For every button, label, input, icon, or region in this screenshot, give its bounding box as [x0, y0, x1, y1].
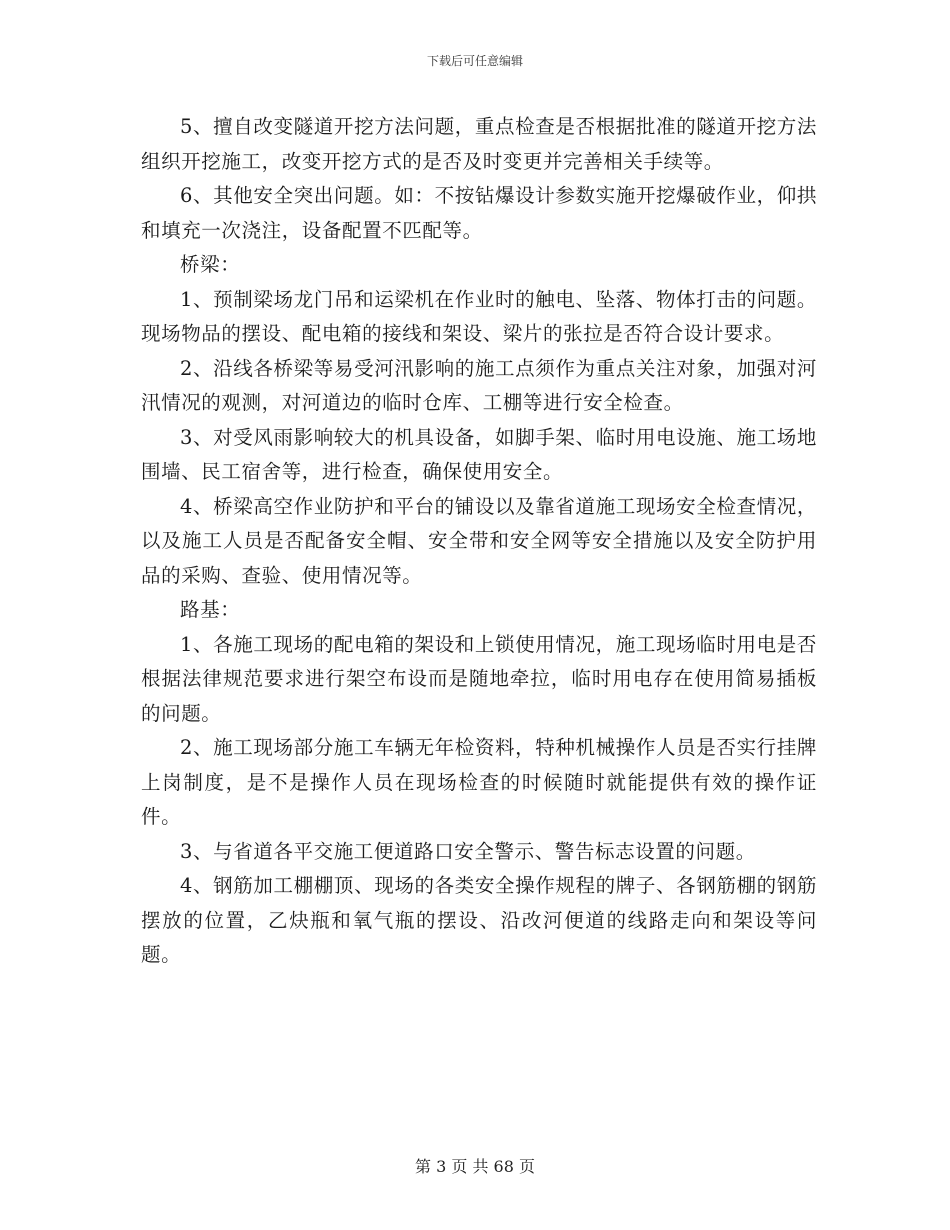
paragraph-roadbed-item-3: 3、与省道各平交施工便道路口安全警示、警告标志设置的问题。 — [180, 839, 756, 863]
document-body — [141, 110, 817, 973]
paragraph-tunnel-item-5: 5、擅自改变隧道开挖方法问题，重点检查是否根据批准的隧道开挖方法组织开挖施工，改变开挖方式的是否及时变更并完善相关手续等。 — [141, 115, 817, 173]
paragraph-roadbed-item-1: 1、各施工现场的配电箱的架设和上锁使用情况，施工现场临时用电是否根据法律规范要求进行架空布设而是随地牵拉，临时用电存在使用简易插板的问题。 — [141, 632, 817, 725]
page-header: 下载后可任意编辑 — [426, 54, 523, 68]
paragraph-roadbed-item-4: 4、钢筋加工棚棚顶、现场的各类安全操作规程的牌子、各钢筋棚的钢筋摆放的位置，乙炔瓶和氧气瓶的摆设、沿改河便道的线路走向和架设等问题。 — [141, 874, 817, 966]
section-heading-bridge: 桥梁： — [180, 253, 241, 276]
paragraph-bridge-item-3: 3、对受风雨影响较大的机具设备，如脚手架、临时用电设施、施工场地围墙、民工宿舍等，进行检查，确保使用安全。 — [141, 425, 817, 483]
paragraph-bridge-item-4: 4、桥梁高空作业防护和平台的铺设以及靠省道施工现场安全检查情况，以及施工人员是否配备安全帽、安全带和安全网等安全措施以及安全防护用品的采购、查验、使用情况等。 — [141, 494, 817, 587]
paragraph-bridge-item-1: 1、预制梁场龙门吊和运梁机在作业时的触电、坠落、物体打击的问题。现场物品的摆设、配电箱的接线和架设、梁片的张拉是否符合设计要求。 — [141, 287, 817, 345]
paragraph-bridge-item-2: 2、沿线各桥梁等易受河汛影响的施工点须作为重点关注对象，加强对河汛情况的观测，对河道边的临时仓库、工棚等进行安全检查。 — [141, 356, 817, 414]
page-footer: 第 3 页 共 68 页 — [415, 1157, 535, 1176]
paragraph-roadbed-item-2: 2、施工现场部分施工车辆无年检资料，特种机械操作人员是否实行挂牌上岗制度，是不是操作人员在现场检查的时候随时就能提供有效的操作证件。 — [141, 736, 817, 828]
section-heading-roadbed: 路基： — [180, 598, 241, 621]
paragraph-tunnel-item-6: 6、其他安全突出问题。如：不按钻爆设计参数实施开挖爆破作业，仰拱和填充一次浇注，设备配置不匹配等。 — [141, 184, 817, 242]
